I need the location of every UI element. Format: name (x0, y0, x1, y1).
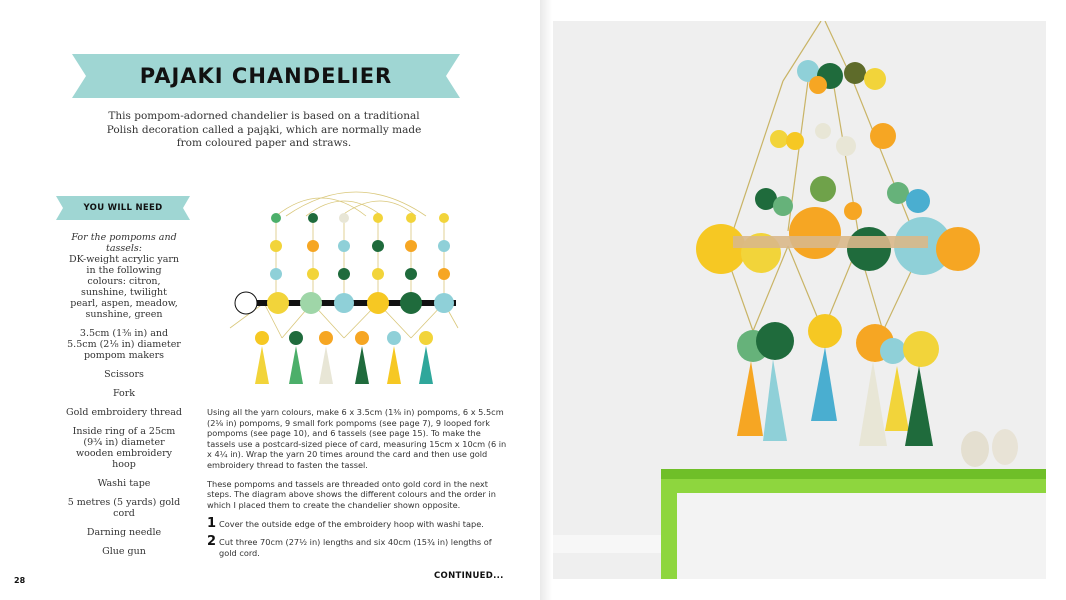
material-item: Fork (112, 388, 136, 399)
instructions (207, 407, 507, 565)
page-number: 28 (14, 576, 26, 585)
diagram-illustration (226, 188, 476, 388)
material-item: Darning needle (86, 527, 162, 538)
step-number: 1 (207, 516, 217, 532)
material-item: Gold embroidery thread (66, 407, 182, 418)
intro-paragraph: This pompom-adorned chandelier is based on a traditional Polish decoration called a pająki, which are normally made from coloured paper and straws. (106, 110, 422, 149)
step-1 (207, 518, 507, 530)
material-item: Glue gun (102, 546, 146, 557)
page-title: PAJAKI CHANDELIER (139, 64, 393, 88)
material-item: 5 metres (5 yards) gold cord (67, 497, 181, 519)
page-gutter (540, 0, 552, 600)
title-ribbon (72, 54, 460, 98)
step-number: 2 (207, 534, 217, 550)
instruction-paragraph-1: Using all the yarn colours, make 6 x 3.5cm (1⅜ in) pompoms, 6 x 5.5cm (2⅛ in) pompoms, 9 small fork pompoms (see page 7), 9 looped fork pompoms (see page 10), and 6 tassels (see page 15). To make the tassels use a postcard-sized piece of card, measuring 15cm x 10cm (6 in x 4¼ in). Wrap the yarn 20 times around the card and then use gold embroidery thread to fasten the tassel. (207, 407, 507, 470)
material-item: Scissors (104, 369, 144, 380)
pompom-order-diagram (226, 188, 476, 388)
material-item: DK-weight acrylic yarn in the following colours: citron, sunshine, twilight pearl, aspen, meadow, sunshine, green (68, 254, 180, 320)
chandelier-photo-illustration (553, 21, 1046, 579)
chandelier-photo (553, 21, 1046, 579)
material-item: Inside ring of a 25cm (9¾ in) diameter wooden embroidery hoop (72, 426, 176, 470)
you-will-need-ribbon (56, 196, 190, 220)
you-will-need-label: YOU WILL NEED (83, 203, 163, 213)
materials-subheading: For the pompoms and tassels: (71, 232, 177, 254)
material-item: 3.5cm (1⅜ in) and 5.5cm (2⅛ in) diameter pompom makers (67, 328, 181, 361)
step-text: Cut three 70cm (27½ in) lengths and six 40cm (15¾ in) lengths of gold cord. (219, 537, 492, 558)
continued-label: CONTINUED... (434, 571, 504, 581)
materials-list (66, 232, 182, 565)
step-text: Cover the outside edge of the embroidery hoop with washi tape. (219, 519, 484, 530)
material-item: Washi tape (97, 478, 151, 489)
instruction-paragraph-2: These pompoms and tassels are threaded onto gold cord in the next steps. The diagram above shows the different colours and the order in which I placed them to create the chandelier shown opposite. (207, 478, 496, 510)
step-2 (207, 536, 507, 558)
